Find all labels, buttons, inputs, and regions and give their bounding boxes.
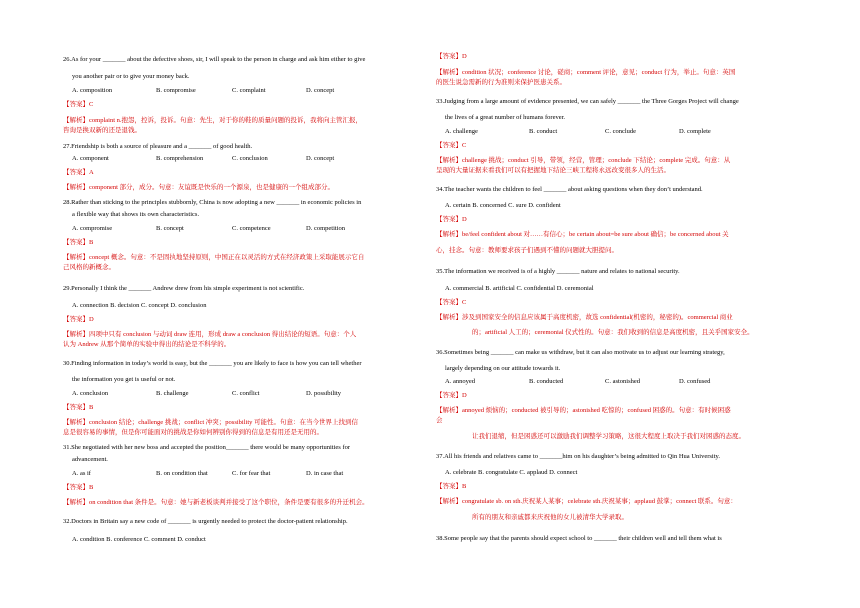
q31-stem-cont: advancement. (72, 456, 108, 463)
q36-options (445, 378, 785, 387)
q34-analysis-cont: 心，挂念。句意：教师要求孩子们遇到不懂的问题就大胆提问。 (436, 247, 618, 254)
q37-options: A. celebrate B. congratulate C. applaud D. connect (445, 469, 578, 476)
q32-analysis-cont: 的医生说急需新的行为准则来保护医患关系。 (436, 79, 566, 86)
q33-stem-cont: the lives of a great number of humans forever. (445, 114, 566, 121)
q30-answer: 【答案】B (63, 404, 94, 411)
q32-options: A. condition B. conference C. comment D. conduct (72, 536, 206, 543)
q26-answer: 【答案】C (63, 101, 94, 108)
q35-answer: 【答案】C (436, 299, 467, 306)
q32-answer: 【答案】D (436, 53, 467, 60)
q28-options (72, 225, 412, 234)
q27-options (72, 155, 412, 164)
q34-analysis: 【解析】be/feel confident about 对……有信心；be certain about=be sure about 确信；be concerned about 关 (436, 231, 729, 238)
q35-options: A. commercial B. artificial C. confidential D. ceremonial (445, 285, 594, 292)
q26-options (72, 87, 412, 96)
q27-stem: 27.Friendship is both a source of pleasure and a _______ of good health. (63, 143, 253, 150)
q30-analysis-cont: 息是很容易的事情，但是你可能面对的挑战是你如何辨别你得到的信息是有用还是无用的。 (63, 429, 323, 436)
q28-option-d: D. competition (306, 225, 345, 232)
q30-analysis: 【解析】conclusion 结论；challenge 挑战；conflict 冲突；possibility 可能性。句意：在当今世界上找到信 (63, 419, 359, 426)
q29-options: A. connection B. decision C. concept D. conclusion (72, 302, 207, 309)
q36-analysis-cont2: 让我们退缩，但是困惑还可以激励我们调整学习策略，这很大程度上取决于我们对困惑的态度。 (472, 433, 745, 440)
q34-options: A. certain B. concerned C. sure D. confident (445, 202, 561, 209)
q30-option-c: C. conflict (232, 390, 260, 397)
q26-stem: 26.As for your _______ about the defective shoes, sir, I will speak to the person in charge and ask him either to give (63, 56, 366, 63)
q31-answer: 【答案】B (63, 484, 94, 491)
q26-option-c: C. complaint (232, 87, 266, 94)
q28-option-b: B. concept (156, 225, 184, 232)
q36-analysis: 【解析】annoyed 烦恼的；conducted 被引导的；astonished 吃惊的；confused 困惑的。句意：有时候困惑 (436, 407, 731, 414)
q36-option-d: D. confused (679, 378, 711, 385)
q29-stem: 29.Personally I think the _______ Andrew drew from his simple experiment is not scientific. (63, 285, 305, 292)
q26-option-a: A. composition (72, 87, 113, 94)
q28-option-c: C. competence (232, 225, 271, 232)
q36-option-a: A. annoyed (445, 378, 475, 385)
q31-option-b: B. on condition that (156, 470, 208, 477)
q26-analysis-cont: 咨询是换双新的还是退钱。 (63, 127, 141, 134)
q33-stem: 33.Judging from a large amount of evidence presented, we can safely _______ the Three Gorges Project will change (436, 98, 739, 105)
q35-analysis-cont: 的；artificial 人工的；ceremonial 仪式性的。句意：我们收到的信息是高度机密，且关乎国家安全。 (472, 329, 754, 336)
q33-option-c: C. conclude (605, 128, 637, 135)
q30-option-b: B. challenge (156, 390, 189, 397)
q28-analysis-cont: 己风格的新概念。 (63, 264, 115, 271)
q35-stem: 35.The information we received is of a highly _______ nature and relates to national security. (436, 268, 680, 275)
q29-analysis-cont: 认为 Andrew 从那个简单的实验中得出的结论是不科学的。 (63, 341, 231, 348)
q36-analysis-cont: 会 (436, 417, 443, 424)
q37-analysis-cont: 所有的朋友和亲戚都来庆祝他的女儿被清华大学录取。 (472, 514, 628, 521)
q30-option-a: A. conclusion (72, 390, 109, 397)
q27-option-a: A. component (72, 155, 109, 162)
q27-option-b: B. comprehension (156, 155, 204, 162)
q37-answer: 【答案】B (436, 483, 467, 490)
q31-options (72, 470, 412, 479)
q31-stem: 31.She negotiated with her new boss and accepted the position_______ there would be many opportunities for (63, 444, 351, 451)
q30-stem-cont: the information you get is useful or not. (72, 376, 176, 383)
q31-analysis: 【解析】on condition that 条件是。句意：她与新老板谈判并接受了这个职位，条件是要有很多的升迁机会。 (63, 499, 369, 506)
q36-option-b: B. conducted (529, 378, 564, 385)
q33-option-d: D. complete (679, 128, 711, 135)
q33-options (445, 128, 785, 137)
q36-option-c: C. astonished (605, 378, 641, 385)
q31-option-a: A. as if (72, 470, 91, 477)
q36-stem: 36.Sometimes being _______ can make us withdraw, but it can also motivate us to adjust our learning strategy, (436, 349, 725, 356)
q37-analysis: 【解析】congratulate sb. on sth.庆祝某人某事；celebrate sth.庆祝某事；applaud 鼓掌；connect 联系。句意： (436, 498, 737, 505)
q27-option-d: D. concept (306, 155, 335, 162)
q35-analysis: 【解析】涉及到国家安全的信息应该属于高度机密，故选 confidential(机密的，秘密的)。commercial 商业 (436, 314, 733, 321)
q34-stem: 34.The teacher wants the children to feel _______ about asking questions when they don’t understand. (436, 186, 703, 193)
q33-option-b: B. conduct (529, 128, 558, 135)
q26-stem-cont: you another pair or to give your money back. (72, 73, 190, 80)
q29-analysis: 【解析】四项中只有 conclusion 与动词 draw 连用，形成 draw a conclusion 得出结论的短语。句意：个人 (63, 331, 357, 338)
q28-answer: 【答案】B (63, 239, 94, 246)
q28-stem: 28.Rather than sticking to the principles stubbornly, China is now adopting a new _______ in economic policies in (63, 199, 362, 206)
q31-option-c: C. for fear that (232, 470, 271, 477)
q31-option-d: D. in case that (306, 470, 344, 477)
q30-options (72, 390, 412, 399)
q33-analysis-cont: 呈现的大量证据来看我们可以有把握地下结论三峡工程将永远改变很多人的生活。 (436, 167, 670, 174)
q28-option-a: A. compromise (72, 225, 113, 232)
q38-stem: 38.Some people say that the parents should expect school to _______ their children well and tell them what is (436, 535, 722, 542)
q28-stem-cont: a flexible way that shows its own characteristics. (72, 211, 200, 218)
q30-stem: 30.Finding information in today’s world is easy, but the _______ you are likely to face is how you can tell whether (63, 360, 362, 367)
q27-answer: 【答案】A (63, 169, 94, 176)
q28-analysis: 【解析】concept 概念。句意：不是固执地坚持原则，中国正在以灵活的方式在经济政策上采取能展示它自 (63, 254, 365, 261)
q27-analysis: 【解析】component 部分，成分。句意：友谊既是快乐的一个源泉，也是健康的一个组成部分。 (63, 184, 335, 191)
q33-analysis: 【解析】challenge 挑战；conduct 引导，带领，经营，管理；conclude 下结论；complete 完成。句意：从 (436, 157, 731, 164)
q37-stem: 37.All his friends and relatives came to _______him on his daughter’s being admitted to Qin Hua University. (436, 453, 720, 460)
q33-option-a: A. challenge (445, 128, 478, 135)
q33-answer: 【答案】C (436, 142, 467, 149)
q26-option-b: B. compromise (156, 87, 196, 94)
q26-analysis: 【解析】complaint n.抱怨，控诉，投诉。句意：先生，对于你的鞋的质量问题的投诉，我将向主管汇报， (63, 117, 362, 124)
q32-stem: 32.Doctors in Britain say a new code of _______ is urgently needed to protect the doctor-patient relationship. (63, 518, 348, 525)
q29-answer: 【答案】D (63, 316, 94, 323)
q30-option-d: D. possibility (306, 390, 342, 397)
q34-answer: 【答案】D (436, 216, 467, 223)
q36-stem-cont: largely depending on our attitude towards it. (445, 365, 561, 372)
q26-option-d: D. concept (306, 87, 335, 94)
q36-answer: 【答案】D (436, 392, 467, 399)
q27-option-c: C. conclusion (232, 155, 268, 162)
q32-analysis: 【解析】condition 状况；conference 讨论，磋商；comment 评论，意见；conduct 行为，举止。句意：英国 (436, 69, 736, 76)
